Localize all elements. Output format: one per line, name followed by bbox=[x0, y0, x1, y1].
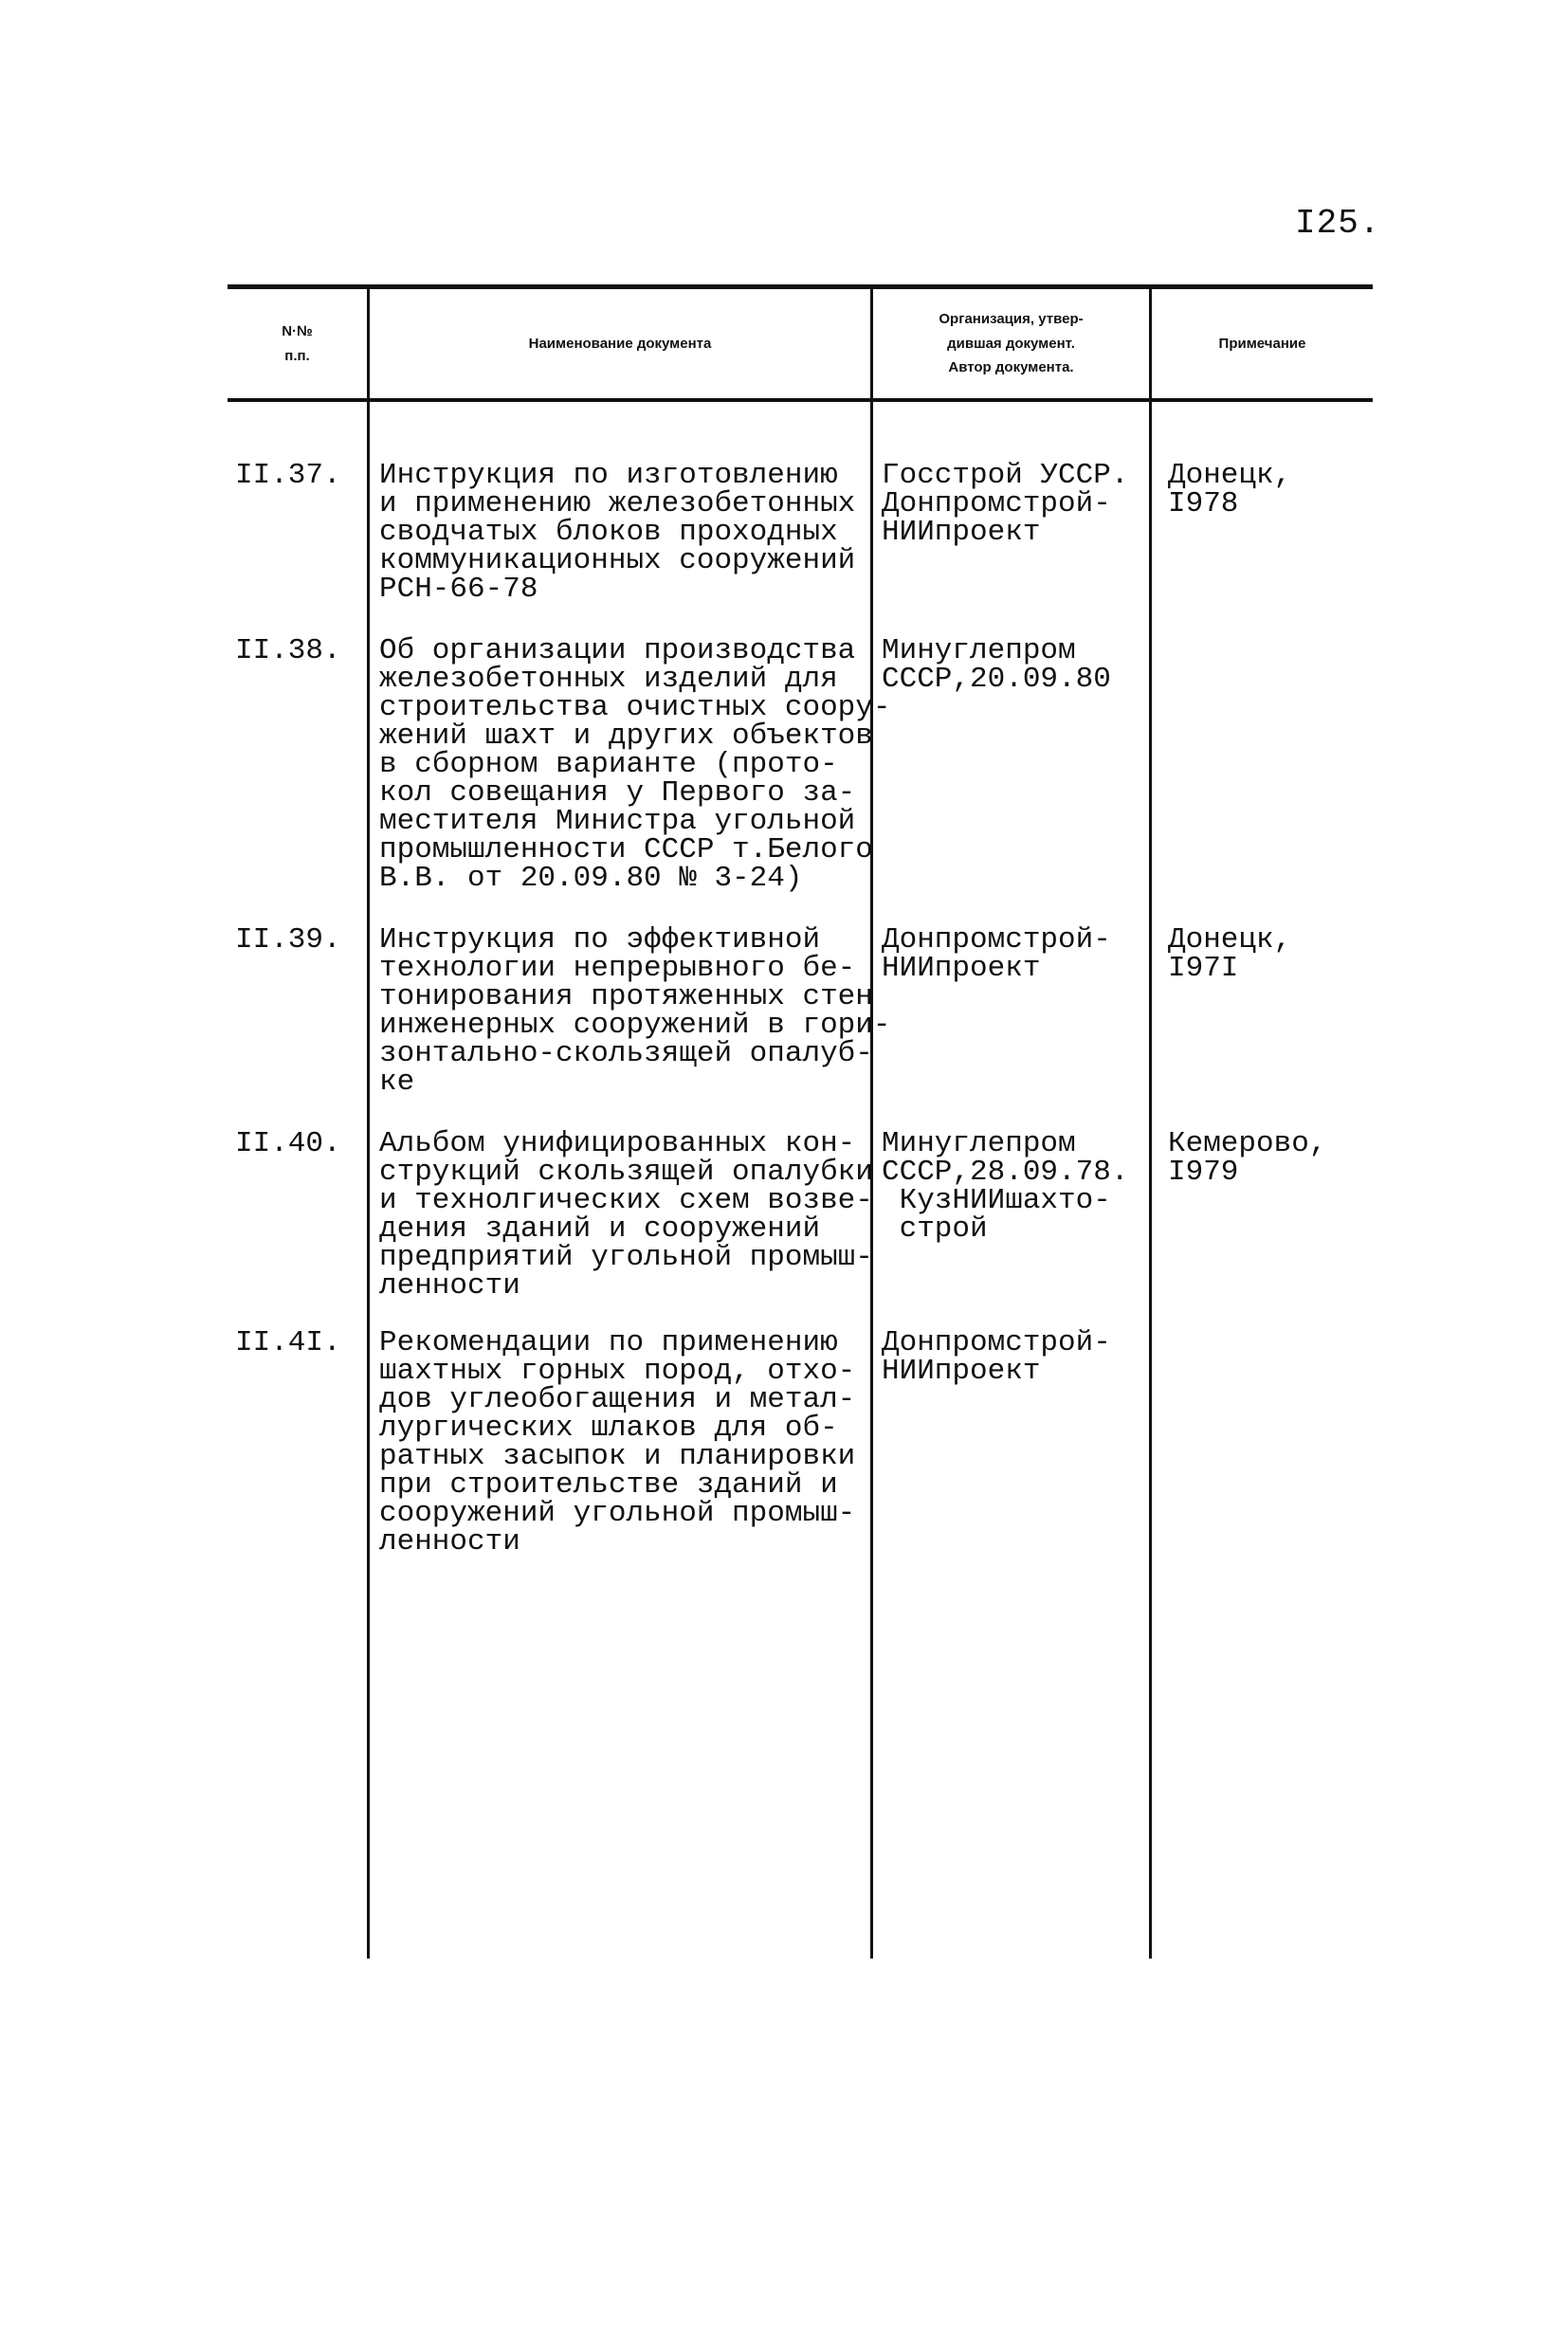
row-document-name: Инструкция по изготовлению и применению железобетонных сводчатых блоков проходных коммуникационных сооружений РСН-66-78 bbox=[379, 459, 856, 606]
row-note: Донецк, I978 bbox=[1168, 459, 1292, 520]
row-number: II.40. bbox=[235, 1127, 341, 1160]
header-number-label: N·№ п.п. bbox=[282, 323, 313, 364]
row-document-name: Инструкция по эффективной технологии непрерывного бе- тонирования протяженных стен инженерных сооружений в гори- зонтально-скользящей опалуб- ке bbox=[379, 923, 891, 1099]
header-document-name bbox=[370, 289, 870, 398]
row-organization: Госстрой УССР. Донпромстрой- НИИпроект bbox=[882, 459, 1129, 549]
row-number: II.4I. bbox=[235, 1326, 341, 1359]
header-org-label: Организация, утвер- дившая документ. Автор документа. bbox=[939, 311, 1084, 376]
row-number: II.37. bbox=[235, 459, 341, 492]
header-organization bbox=[873, 289, 1149, 398]
header-number bbox=[228, 289, 367, 398]
header-note-label: Примечание bbox=[1218, 335, 1306, 352]
column-divider-3 bbox=[1149, 284, 1152, 1959]
row-document-name: Рекомендации по применению шахтных горных пород, отхо- дов углеобогащения и метал- лургических шлаков для об- ратных засыпок и планировки при строительстве зданий и сооружений угольной промыш- ленности bbox=[379, 1326, 856, 1558]
header-note bbox=[1152, 289, 1373, 398]
row-organization: Минуглепром СССР,20.09.80 bbox=[882, 634, 1111, 696]
table-header-rule bbox=[228, 398, 1373, 402]
row-number: II.38. bbox=[235, 634, 341, 667]
page-number: I25. bbox=[1295, 204, 1381, 243]
header-name-label: Наименование документа bbox=[528, 335, 712, 352]
row-note: Донецк, I97I bbox=[1168, 923, 1292, 985]
row-organization: Минуглепром СССР,28.09.78. КузНИИшахто- строй bbox=[882, 1127, 1129, 1246]
row-note: Кемерово, I979 bbox=[1168, 1127, 1327, 1189]
row-document-name: Об организации производства железобетонных изделий для строительства очистных соору- жений шахт и других объектов в сборном варианте (прото- кол совещания у Первого за- местителя Министра угольной промышленности СССР т.Белого В.В. от 20.09.80 № 3-24) bbox=[379, 634, 891, 895]
row-organization: Донпромстрой- НИИпроект bbox=[882, 923, 1111, 985]
row-number: II.39. bbox=[235, 923, 341, 957]
row-organization: Донпромстрой- НИИпроект bbox=[882, 1326, 1111, 1388]
column-divider-2 bbox=[870, 284, 873, 1959]
column-divider-1 bbox=[367, 284, 370, 1959]
row-document-name: Альбом унифицированных кон- струкций скользящей опалубки и технолгических схем возве- дения зданий и сооружений предприятий угольной промыш- ленности bbox=[379, 1127, 873, 1303]
